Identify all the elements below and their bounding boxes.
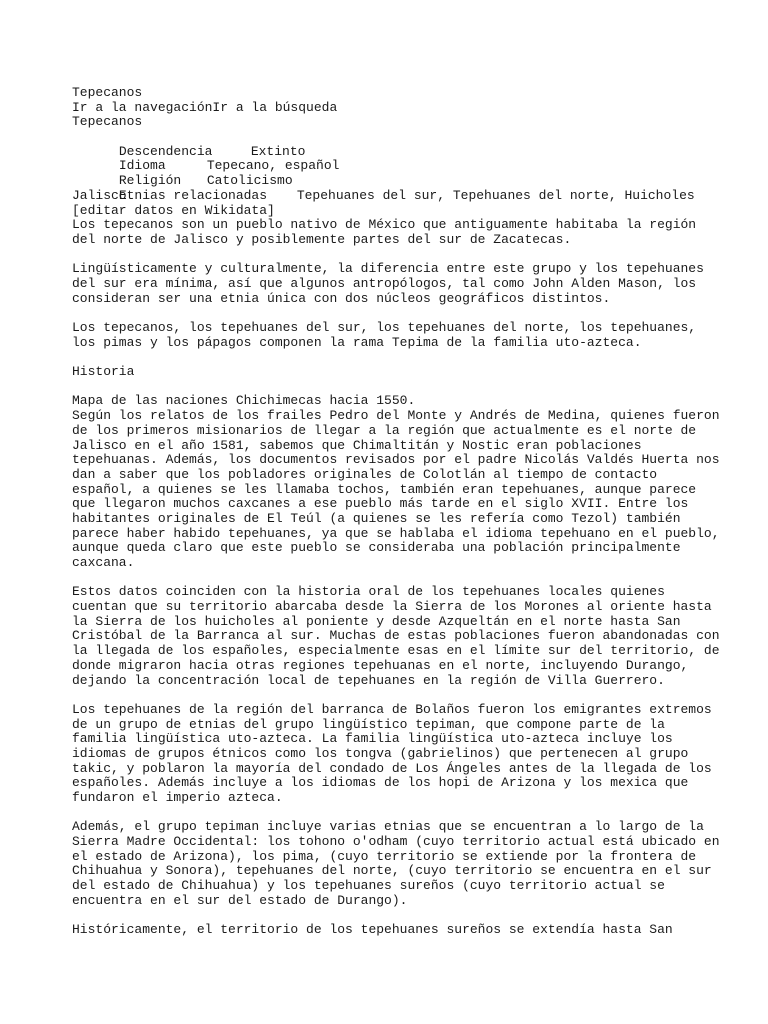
infobox-label: Etnias relacionadas — [118, 187, 268, 203]
skip-links[interactable]: Ir a la navegaciónIr a la búsqueda — [72, 99, 338, 115]
text-line: encuentra en el sur del estado de Durango). — [72, 892, 408, 908]
wikidata-edit-link[interactable]: [editar datos en Wikidata] — [72, 202, 275, 218]
paragraph-history — [72, 393, 720, 570]
document-page — [72, 85, 720, 953]
text-line: parece haber habido tepehuanes, ya que se hablaba el idioma tepehuano en el pueblo, — [72, 525, 720, 541]
text-line: Los tepehuanes de la región del barranca de Bolaños fueron los emigrantes extremos — [72, 701, 712, 717]
paragraph-bolanos — [72, 703, 712, 806]
infobox-heading: Tepecanos — [72, 114, 143, 130]
paragraph-linguistic — [72, 262, 712, 306]
text-line: Sierra Madre Occidental: los tohono o'odham (cuyo territorio actual está ubicado en — [72, 834, 720, 850]
text-line: consideran ser una etnia única con dos núcleos geográficos distintos. — [72, 290, 611, 306]
paragraph-oral-history — [72, 584, 720, 688]
text-line: familia lingüística uto-azteca. La familia lingüística uto-azteca incluye los — [72, 731, 673, 747]
infobox-region: Jalisco — [72, 187, 127, 203]
infobox-label: Idioma — [118, 158, 166, 174]
infobox-value: Tepecano, español — [206, 158, 340, 174]
text-line: del sur era mínima, así que algunos antropólogos, tal como John Alden Mason, los — [72, 275, 697, 291]
text-line: la Sierra de los huicholes al poniente y desde Azqueltán en el norte hasta San — [72, 613, 681, 629]
infobox-value: Catolicismo — [206, 173, 293, 189]
infobox-row-descendencia — [72, 130, 712, 159]
text-line: Según los relatos de los frailes Pedro del Monte y Andrés de Medina, quienes fueron — [72, 408, 720, 424]
intro-paragraph — [72, 218, 712, 247]
text-line: donde migraron hacia otras regiones tepehuanas en el norte, incluyendo Durango, — [72, 657, 689, 673]
section-heading-historia — [72, 365, 712, 380]
text-line: Los tepecanos, los tepehuanes del sur, los tepehuanes del norte, los tepehuanes, — [72, 320, 697, 335]
text-line: de los primeros misionarios de llegar a la región que actualmente es el norte de — [72, 422, 697, 438]
infobox-value: Extinto — [250, 143, 306, 159]
infobox-value: Tepehuanes del sur, Tepehuanes del norte, Huicholes — [296, 187, 695, 203]
infobox-label: Religión — [118, 173, 182, 189]
text-line: del norte de Jalisco y posiblemente partes del sur de Zacatecas. — [72, 231, 572, 247]
text-line: aunque queda claro que este pueblo se consideraba una población principalmente — [72, 540, 681, 556]
page-title: Tepecanos — [72, 85, 143, 100]
paragraph-tepiman — [72, 819, 720, 908]
infobox-label: Descendencia — [118, 143, 213, 159]
text-line: Chihuahua y Sonora), tepehuanes del norte, (cuyo territorio se encuentra en el sur — [72, 863, 712, 879]
section-title: Historia — [72, 364, 135, 380]
infobox — [72, 86, 712, 218]
text-line: Históricamente, el territorio de los tepehuanes sureños se extendía hasta San — [72, 922, 673, 938]
text-line: de un grupo de etnias del grupo lingüístico tepiman, que compone parte de la — [72, 716, 665, 732]
text-line: cuentan que su territorio abarcaba desde la Sierra de los Morones al oriente hasta — [72, 599, 712, 615]
paragraph-historically — [72, 923, 712, 938]
text-line: idiomas de grupos étnicos como los tongva (gabrielinos) que pertenecen al grupo — [72, 745, 689, 761]
text-line: Jalisco en el año 1581, sabemos que Chimaltitán y Nostic eran poblaciones — [72, 437, 642, 453]
text-line: tepehuanas. Además, los documentos revisados por el padre Nicolás Valdés Huerta nos — [72, 452, 720, 468]
text-line: español, a quienes se les llamaba tochos, también eran tepehuanes, aunque parece — [72, 481, 697, 497]
text-line: Además, el grupo tepiman incluye varias etnias que se encuentran a lo largo de la — [72, 819, 704, 835]
text-line: habitantes originales de El Teúl (a quienes se les refería como Tezol) también — [72, 510, 681, 526]
text-line: españoles. Además incluye a los idiomas de los hopi de Arizona y los mexica que — [72, 775, 689, 791]
map-caption: Mapa de las naciones Chichimecas hacia 1550. — [72, 393, 416, 409]
text-line: los pimas y los pápagos componen la rama Tepima de la familia uto-azteca. — [72, 334, 642, 350]
text-line: dan a saber que los pobladores originales de Colotlán al tiempo de contacto — [72, 466, 658, 482]
text-line: Los tepecanos son un pueblo nativo de México que antiguamente habitaba la región — [72, 217, 697, 233]
text-line: del estado de Chihuahua) y los tepehuanes sureños (cuyo territorio actual se — [72, 878, 665, 894]
text-line: caxcana. — [72, 555, 135, 570]
text-line: que llegaron muchos caxcanes a ese pueblo más tarde en el siglo XVII. Entre los — [72, 496, 689, 512]
text-line: Lingüísticamente y culturalmente, la diferencia entre este grupo y los tepehuanes — [72, 261, 704, 277]
text-line: Estos datos coinciden con la historia oral de los tepehuanes locales quienes — [72, 584, 665, 600]
text-line: takic, y poblaron la mayoría del condado de Los Ángeles antes de la llegada de los — [72, 760, 712, 776]
text-line: dejando la concentración local de tepehuanes en la región de Villa Guerrero. — [72, 672, 665, 688]
text-line: Cristóbal de la Barranca al sur. Muchas de estas poblaciones fueron abandonadas con — [72, 628, 720, 644]
text-line: la llegada de los españoles, especialmente esas en el límite sur del territorio, de — [72, 643, 720, 659]
text-line: el estado de Arizona), los pima, (cuyo territorio se extiende por la frontera de — [72, 848, 697, 864]
text-line: fundaron el imperio azteca. — [72, 790, 283, 805]
paragraph-family — [72, 321, 712, 350]
